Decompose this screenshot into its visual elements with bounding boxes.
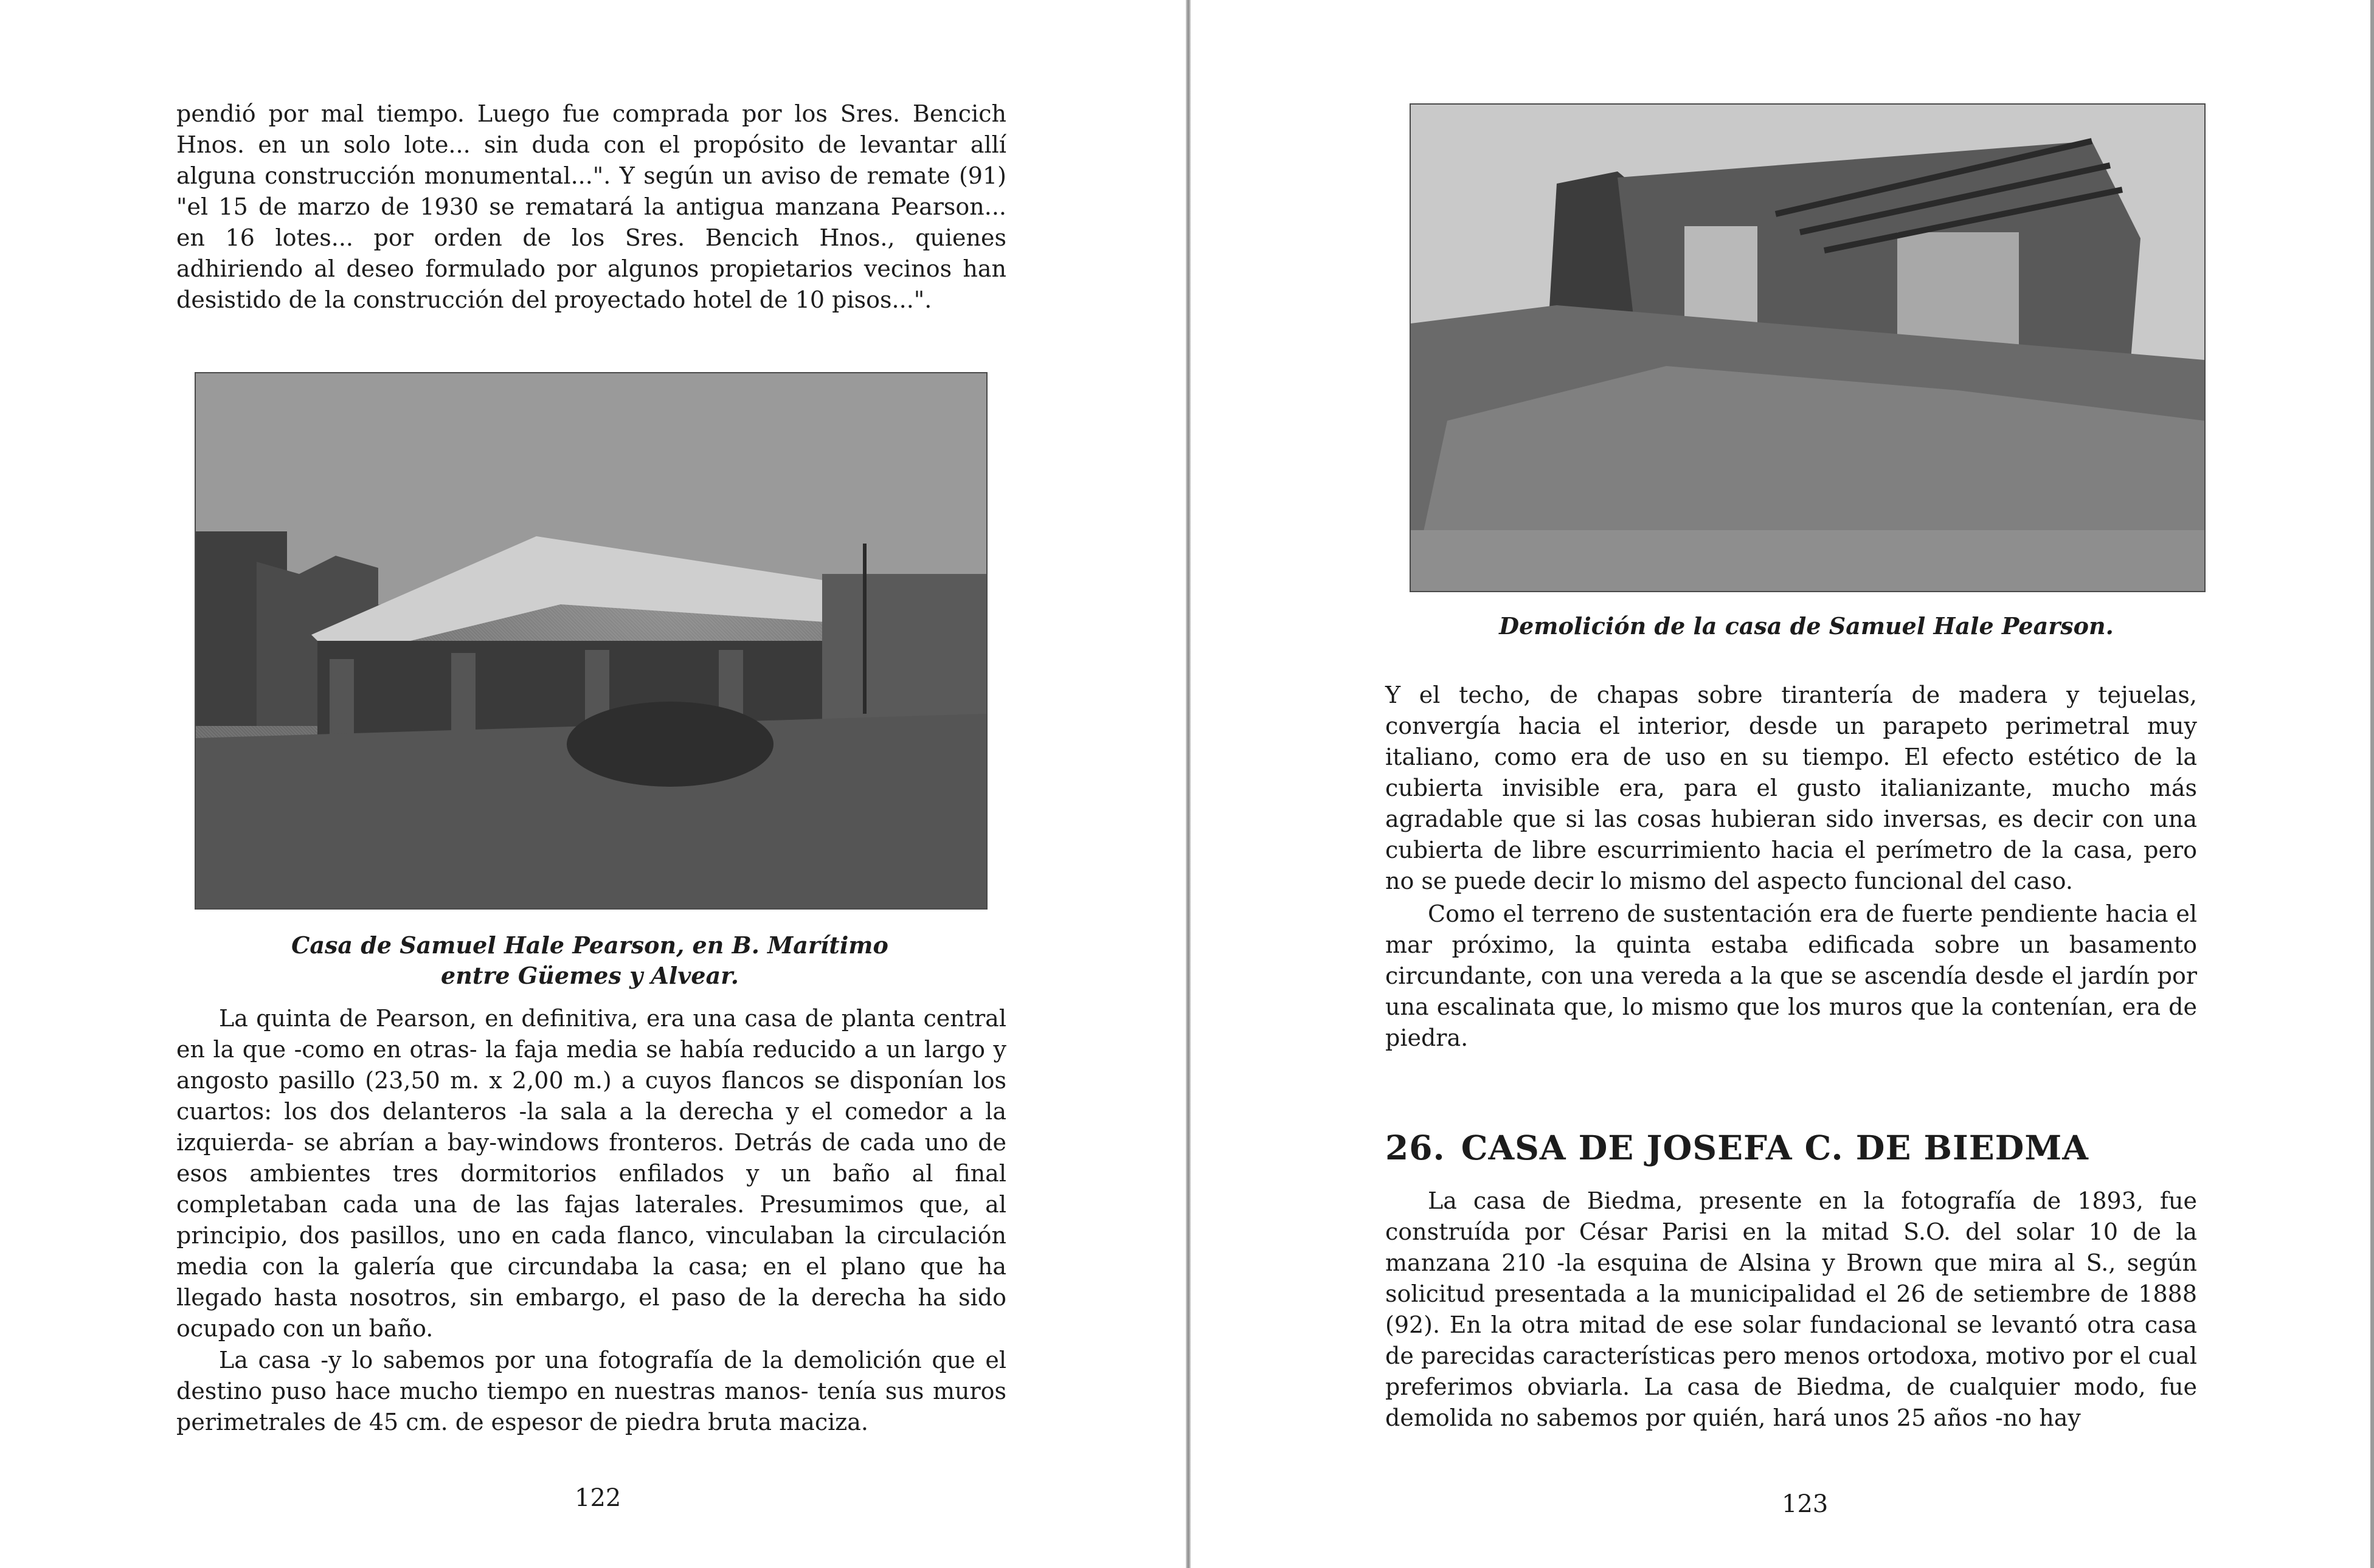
demolition-photo-caption: Demolición de la casa de Samuel Hale Pearson. <box>1499 612 2114 640</box>
book-gutter <box>1186 0 1191 1568</box>
left-paragraph-1: pendió por mal tiempo. Luego fue comprada por los Sres. Bencich Hnos. en un solo lote... sin duda con el propósito de levantar allí alguna construcción monumental...". Y según un aviso de remate (91) "el 15 de marzo de 1930 se rematará la antigua manzana Pearson... en 16 lotes... por orden de los Sres. Bencich Hnos., quienes adhiriendo al deseo formulado por algunos propietarios vecinos han desistido de la construcción del proyectado hotel de 10 pisos...". <box>176 100 1006 313</box>
caption-line-2: entre Güemes y Alvear. <box>441 962 739 989</box>
pearson-photo-caption <box>195 930 985 991</box>
right-paragraph-1: Y el techo, de chapas sobre tirantería de madera y tejuelas, convergía hacia el interior, desde un parapeto perimetral muy italiano, como era de uso en su tiempo. El efecto estético de la cubierta invisible era, para el gusto italianizante, mucho más agradable que si las cosas hubieran sido inversas, es decir con una cubierta de libre escurrimiento hacia el perímetro de la casa, pero no se puede decir lo mismo del aspecto funcional del caso. <box>1385 682 2197 894</box>
section-heading <box>1385 1128 2197 1168</box>
caption-line-1: Casa de Samuel Hale Pearson, en B. Marítimo <box>291 931 888 959</box>
page-number-right: 123 <box>1782 1490 1829 1518</box>
section-title: CASA DE JOSEFA C. DE BIEDMA <box>1461 1128 2089 1167</box>
left-paragraph-3: La casa -y lo sabemos por una fotografía de la demolición que el destino puso hace mucho tiempo en nuestras manos- tenía sus muros perimetrales de 45 cm. de espesor de piedra bruta maciza. <box>176 1347 1006 1435</box>
pearson-house-photo <box>195 372 988 910</box>
left-page <box>0 0 1186 1568</box>
demolition-photo <box>1410 103 2206 592</box>
left-paragraph-2: La quinta de Pearson, en definitiva, era una casa de planta central en la que -como en otras- la faja media se había reducido a un largo y angosto pasillo (23,50 m. x 2,00 m.) a cuyos flancos se disponían los cuartos: los dos delanteros -la sala a la derecha y el comedor a la izquierda- se abrían a bay-windows fronteros. Detrás de cada uno de esos ambientes tres dormitorios enfilados y un baño al final completaban cada una de las fajas laterales. Presumimos que, al principio, dos pasillos, uno en cada flanco, vinculaban la circulación media con la galería que circundaba la casa; en el plano que ha llegado hasta nosotros, sin embargo, el paso de la derecha ha sido ocupado con un baño. <box>176 1005 1006 1342</box>
right-paragraph-2: Como el terreno de sustentación era de fuerte pendiente hacia el mar próximo, la quinta estaba edificada sobre un basamento circundante, con una vereda a la que se ascendía desde el jardín por una escalinata que, lo mismo que los muros que la contenían, era de piedra. <box>1385 900 2197 1051</box>
section-number: 26. <box>1385 1128 1445 1167</box>
right-paragraph-3: La casa de Biedma, presente en la fotografía de 1893, fue construída por César Parisi en la mitad S.O. del solar 10 de la manzana 210 -la esquina de Alsina y Brown que mira al S., según solicitud presentada a la municipalidad el 26 de setiembre de 1888 (92). En la otra mitad de ese solar fundacional se levantó otra casa de parecidas características pero menos ortodoxa, motivo por el cual preferimos obviarla. La casa de Biedma, de cualquier modo, fue demolida no sabemos por quién, hará unos 25 años -no hay <box>1385 1187 2197 1431</box>
page-number-left: 122 <box>575 1484 621 1512</box>
demolition-illustration <box>1411 105 2204 591</box>
pearson-house-illustration <box>196 373 986 908</box>
book-right-edge <box>2370 0 2374 1568</box>
right-page <box>1191 0 2370 1568</box>
